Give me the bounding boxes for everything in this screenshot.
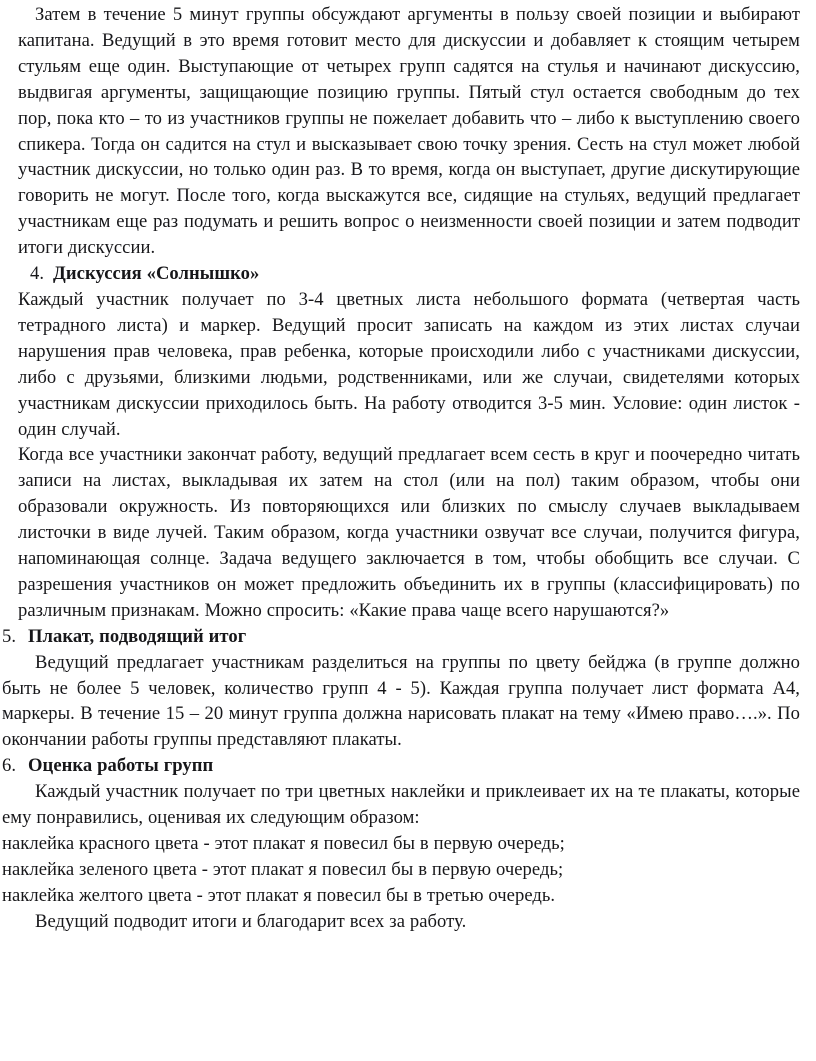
sticker-line-yellow: наклейка желтого цвета - этот плакат я повесил бы в третью очередь.	[2, 884, 556, 906]
heading-item-5-title: Плакат, подводящий итог	[28, 625, 247, 647]
section-6-body	[2, 779, 800, 934]
heading-item-6	[2, 753, 800, 779]
heading-item-6-number: 6.	[2, 755, 17, 777]
sticker-line-red: наклейка красного цвета - этот плакат я повесил бы в первую очередь;	[2, 833, 565, 854]
section-6-paragraph-1: Каждый участник получает по три цветных наклейки и приклеивает их на те плакаты, которые ему понравились, оценивая их следующим образом:	[2, 781, 800, 829]
section-5-paragraph-1: Ведущий предлагает участникам разделиться на группы по цвету бейджа (в группе должно быть не более 5 человек, количество групп 4 - 5). Каждая группа получает лист формата А4, маркеры. В течение 15 – 20 минут группа должна нарисовать плакат на тему «Имею право….». По окончании работы группы представляют плакаты.	[2, 651, 800, 751]
heading-item-5	[2, 624, 800, 650]
sticker-line-green: наклейка зеленого цвета - этот плакат я повесил бы в первую очередь;	[2, 858, 564, 880]
heading-item-4	[18, 261, 800, 287]
heading-item-4-title: Дискуссия «Солнышко»	[53, 263, 260, 285]
intro-paragraph: Затем в течение 5 минут группы обсуждают аргументы в пользу своей позиции и выбирают капитана. Ведущий в это время готовит место для дискуссии и добавляет к стоящим четырем стульям еще один. Выступающие от четырех групп садятся на стулья и начинают дискуссию, выдвигая аргументы, защищающие позицию группы. Пятый стул остается свободным до тех пор, пока кто – то из участников группы не пожелает добавить что – либо к выступлению своего спикера. Тогда он садится на стул и высказывает свою точку зрения. Сесть на стул может любой участник дискуссии, но только один раз. В то время, когда он выступает, другие дискутирующие говорить не могут. После того, когда выскажутся все, сидящие на стульях, ведущий предлагает участникам еще раз подумать и решить вопрос о неизменности своей позиции и затем подводит итоги дискуссии.	[18, 4, 800, 259]
heading-item-6-title: Оценка работы групп	[28, 755, 214, 777]
heading-item-5-number: 5.	[2, 625, 17, 647]
section-5-body	[2, 650, 800, 754]
closing-paragraph: Ведущий подводит итоги и благодарит всех за работу.	[35, 910, 467, 932]
section-4-paragraph-1: Каждый участник получает по 3-4 цветных листа небольшого формата (четвертая часть тетрадного листа) и маркер. Ведущий просит записать на каждом из этих листах случаи нарушения прав человека, прав ребенка, которые происходили либо с участниками дискуссии, либо с друзьями, близкими людьми, родственниками, или же случаи, свидетелями которых участникам дискуссии приходилось быть. На работу отводится 3-5 мин. Условие: один листок - один случай.	[18, 288, 800, 440]
section-4-paragraph-2: Когда все участники закончат работу, ведущий предлагает всем сесть в круг и поочередно читать записи на листах, выкладывая их затем на стол (или на пол) таким образом, чтобы они образовали окружность. Из повторяющихся или близких по смыслу случаев выкладываем листочки в виде лучей. Таким образом, когда участники озвучат все случаи, получится фигура, напоминающая солнце. Задача ведущего заключается в том, чтобы обобщить все случаи. С разрешения участников он может предложить объединить их в группы (классифицировать) по различным признакам. Можно спросить: «Какие права чаще всего нарушаются?»	[18, 444, 800, 621]
heading-item-4-number: 4.	[30, 263, 45, 285]
document-body	[2, 2, 800, 935]
